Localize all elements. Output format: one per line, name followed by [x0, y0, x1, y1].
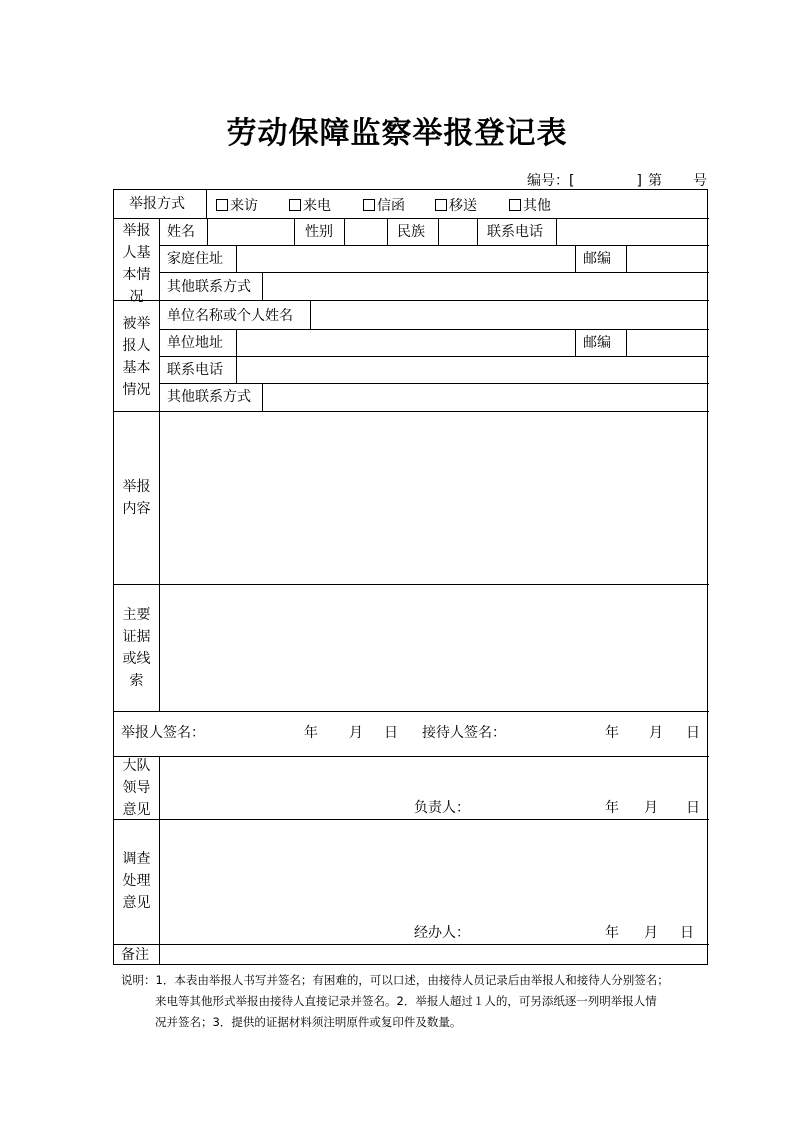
investigation-day: 日 — [680, 925, 694, 941]
reporter-ethnicity-label: 民族 — [397, 224, 425, 240]
note-line-1: 说明：1．本表由举报人书写并签名；有困难的，可以口述，由接待人员记录后由举报人和接待人分别签名； — [121, 973, 669, 987]
reported-unit-name-label: 单位名称或个人姓名 — [167, 308, 293, 324]
reporter-sign-day: 日 — [384, 725, 398, 741]
evidence-label: 主要证据或线索 — [122, 607, 151, 689]
option-letter-checkbox[interactable]: 信函 — [363, 195, 405, 215]
reporter-signature-label: 举报人签名： — [121, 725, 205, 741]
team-leader-label: 大队领导意见 — [122, 758, 151, 818]
form-title: 劳动保障监察举报登记表 — [226, 116, 568, 151]
receiver-sign-year: 年 — [605, 725, 619, 741]
option-phone-checkbox[interactable]: 来电 — [289, 195, 331, 215]
form-table — [113, 189, 708, 965]
responsible-person-label: 负责人： — [414, 800, 470, 816]
option-other-checkbox[interactable]: 其他 — [509, 195, 551, 215]
leader-month: 月 — [644, 800, 658, 816]
reported-postcode-label: 邮编 — [583, 335, 611, 351]
note-line-3: 况并签名；3．提供的证据材料须注明原件或复印件及数量。 — [155, 1015, 462, 1029]
serial-prefix: 编号：[ — [527, 173, 575, 189]
content-label: 举报内容 — [122, 479, 151, 517]
investigation-month: 月 — [644, 925, 658, 941]
reporter-sign-year: 年 — [304, 725, 318, 741]
reported-section-label: 被举报人基本情况 — [122, 316, 151, 398]
leader-year: 年 — [605, 800, 619, 816]
serial-number — [527, 170, 707, 190]
receiver-signature-label: 接待人签名： — [422, 725, 506, 741]
reporter-sign-month: 月 — [349, 725, 363, 741]
handler-label: 经办人： — [414, 925, 470, 941]
reporter-address-label: 家庭住址 — [167, 251, 223, 267]
reported-other-contact-label: 其他联系方式 — [167, 389, 251, 405]
reported-address-label: 单位地址 — [167, 335, 223, 351]
receiver-sign-month: 月 — [649, 725, 663, 741]
content-area[interactable] — [160, 412, 708, 583]
notes — [121, 970, 691, 1033]
serial-hao: 号 — [692, 173, 707, 189]
leader-day: 日 — [686, 800, 700, 816]
serial-di: 第 — [647, 173, 662, 189]
note-line-2: 来电等其他形式举报由接待人直接记录并签名。2．举报人超过１人的，可另添纸逐一列明举报人情 — [155, 994, 657, 1008]
option-visit-checkbox[interactable]: 来访 — [216, 195, 258, 215]
reporter-other-contact-label: 其他联系方式 — [167, 279, 251, 295]
evidence-area[interactable] — [160, 585, 708, 710]
reporter-section-label: 举报人基本情况 — [122, 223, 151, 305]
method-label: 举报方式 — [129, 196, 185, 212]
serial-bracket-close: ] — [636, 173, 642, 189]
remarks-label: 备注 — [121, 947, 149, 963]
reported-phone-label: 联系电话 — [167, 362, 223, 378]
investigation-label: 调查处理意见 — [122, 851, 151, 911]
reporter-gender-label: 性别 — [305, 224, 333, 240]
reporter-name-label: 姓名 — [167, 224, 195, 240]
receiver-sign-day: 日 — [686, 725, 700, 741]
reporter-postcode-label: 邮编 — [583, 251, 611, 267]
option-transfer-checkbox[interactable]: 移送 — [435, 195, 477, 215]
reporter-phone-label: 联系电话 — [487, 224, 543, 240]
investigation-year: 年 — [605, 925, 619, 941]
